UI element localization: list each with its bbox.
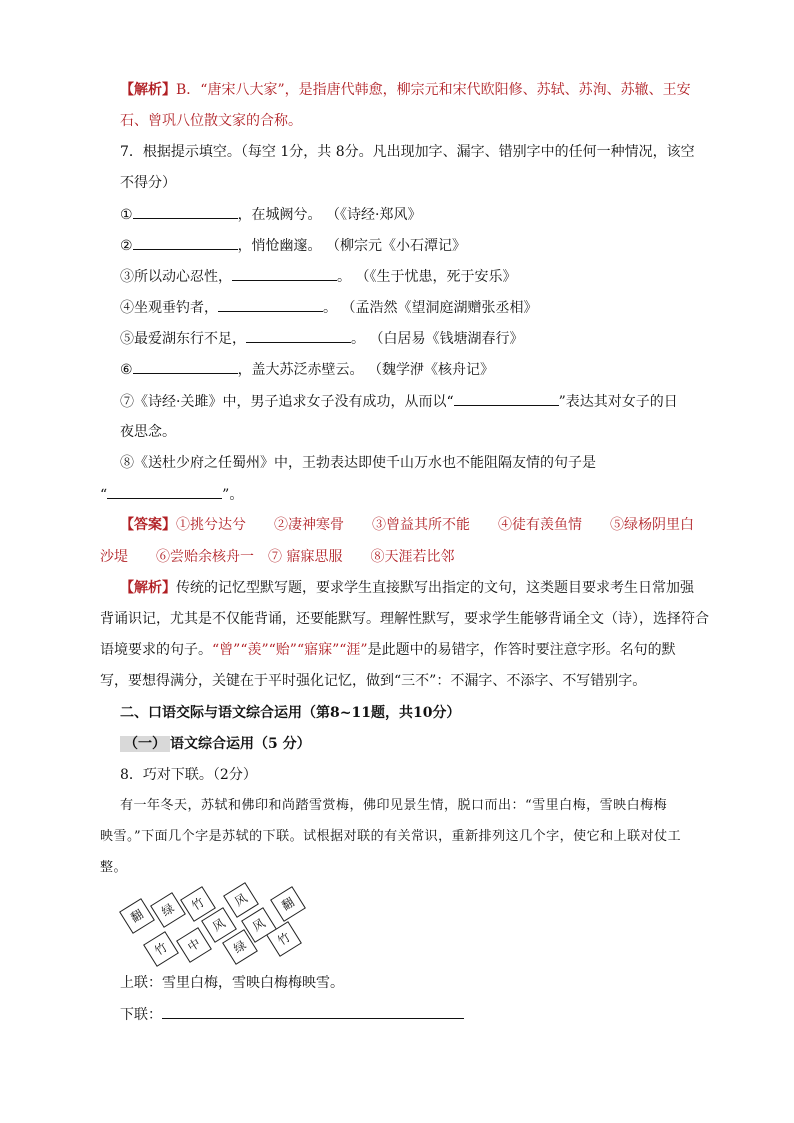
- q7-prompt-line1: 7．根据提示填空。（每空 1分，共 8分。凡出现加字、漏字、错别字中的任何一种情况，该空: [120, 144, 695, 160]
- fill-blank[interactable]: [218, 297, 323, 312]
- answer-tag: 【答案】: [120, 517, 176, 533]
- character-tile: 翻: [270, 886, 306, 922]
- q7-item-4: ④坐观垂钓者， 。 （孟浩然《望洞庭湖赠张丞相》: [120, 297, 537, 318]
- q7-item-1: ① ，在城阙兮。 （《诗经·郑风》: [120, 204, 421, 225]
- q8-text-line2: 映雪。”下面几个字是苏轼的下联。试根据对联的有关常识，重新排列这几个字，使它和上联对仗工: [100, 829, 682, 844]
- character-tile: 翻: [119, 898, 155, 934]
- character-tile: 风: [241, 907, 277, 943]
- section2-subtitle: （一） 语文综合运用（5 分）: [120, 734, 311, 754]
- fill-blank[interactable]: [133, 204, 238, 219]
- character-tile: 风: [223, 882, 259, 918]
- q8-title: 8．巧对下联。（2分）: [120, 767, 257, 783]
- q7-answer-line2: 沙堤 ⑥尝贻余核舟一 ⑦ 寤寐思服 ⑧天涯若比邻: [100, 549, 455, 565]
- q7-item-6: ⑥ ，盖大苏泛赤壁云。 （魏学洢《核舟记》: [120, 359, 494, 380]
- q7-item-7-line1: ⑦《诗经·关雎》中，男子追求女子没有成功，从而以“ ”表达其对女子的日: [120, 391, 678, 412]
- fill-blank[interactable]: [454, 391, 559, 406]
- character-tile: 竹: [143, 931, 179, 967]
- upper-couplet: 上联：雪里白梅，雪映白梅梅映雪。: [120, 975, 344, 991]
- q7-analysis-line2: 背诵识记，尤其是不仅能背诵，还要能默写。理解性默写，要求学生能够背诵全文（诗），选择符合: [100, 611, 709, 627]
- analysis-tag: 【解析】: [120, 580, 176, 596]
- lower-couplet: 下联：: [120, 1004, 464, 1025]
- q7-prompt-line2: 不得分）: [120, 175, 176, 191]
- character-tile: 竹: [180, 886, 216, 922]
- character-tile: 绿: [150, 892, 186, 928]
- q6-analysis-line2: 石、曾巩八位散文家的合称。: [120, 113, 302, 129]
- character-tile: 竹: [266, 921, 302, 957]
- character-tile: 风: [201, 907, 237, 943]
- fill-blank[interactable]: [133, 235, 238, 250]
- q8-text-line3: 整。: [100, 860, 128, 875]
- q7-item-8-line2: “ ”。: [100, 484, 243, 505]
- q7-item-3: ③所以动心忍性， 。 （《生于忧患，死于安乐》: [120, 266, 516, 287]
- q7-analysis-line4: 写，要想得满分，关键在于平时强化记忆，做到“三不”：不漏字、不添字、不写错别字。: [100, 673, 647, 689]
- q7-item-2: ② ，悄怆幽邃。 （柳宗元《小石潭记》: [120, 235, 466, 256]
- q7-analysis-line3: 语境要求的句子。“曾”“羡”“贻”“寤寐”“涯”是此题中的易错字，作答时要注意字形。名句的默: [100, 642, 676, 658]
- character-tile: 绿: [222, 929, 258, 965]
- q6-analysis-line1: [120, 80, 691, 100]
- q7-answer-line1: 【答案】①挑兮达兮 ②凄神寒骨 ③曾益其所不能 ④徒有羡鱼情 ⑤绿杨阴里白: [120, 517, 694, 533]
- q8-text-line1: 有一年冬天，苏轼和佛印和尚踏雪赏梅，佛印见景生情，脱口而出：“雪里白梅，雪映白梅梅: [120, 798, 668, 813]
- fill-blank[interactable]: [133, 359, 238, 374]
- q7-item-8-line1: ⑧《送杜少府之任蜀州》中，王勃表达即使千山万水也不能阻隔友情的句子是: [120, 455, 596, 471]
- character-tile: 中: [176, 927, 212, 963]
- lower-couplet-blank[interactable]: [162, 1004, 464, 1019]
- fill-blank[interactable]: [107, 484, 222, 499]
- q7-analysis-line1: 【解析】传统的记忆型默写题，要求学生直接默写出指定的文句，这类题目要求考生日常加强: [120, 580, 694, 596]
- q6-analysis-text: B．“唐宋八大家”，是指唐代韩愈，柳宗元和宋代欧阳修、苏轼、苏洵、苏辙、王安: [176, 82, 691, 98]
- section2-title: 二、口语交际与语文综合运用（第8~11题，共10分）: [120, 705, 461, 721]
- q7-item-5: ⑤最爱湖东行不足， 。 （白居易《钱塘湖春行》: [120, 328, 523, 349]
- analysis-tag: 【解析】: [120, 82, 176, 98]
- fill-blank[interactable]: [232, 266, 337, 281]
- q7-item-7-line2: 夜思念。: [120, 424, 176, 440]
- fill-blank[interactable]: [246, 328, 351, 343]
